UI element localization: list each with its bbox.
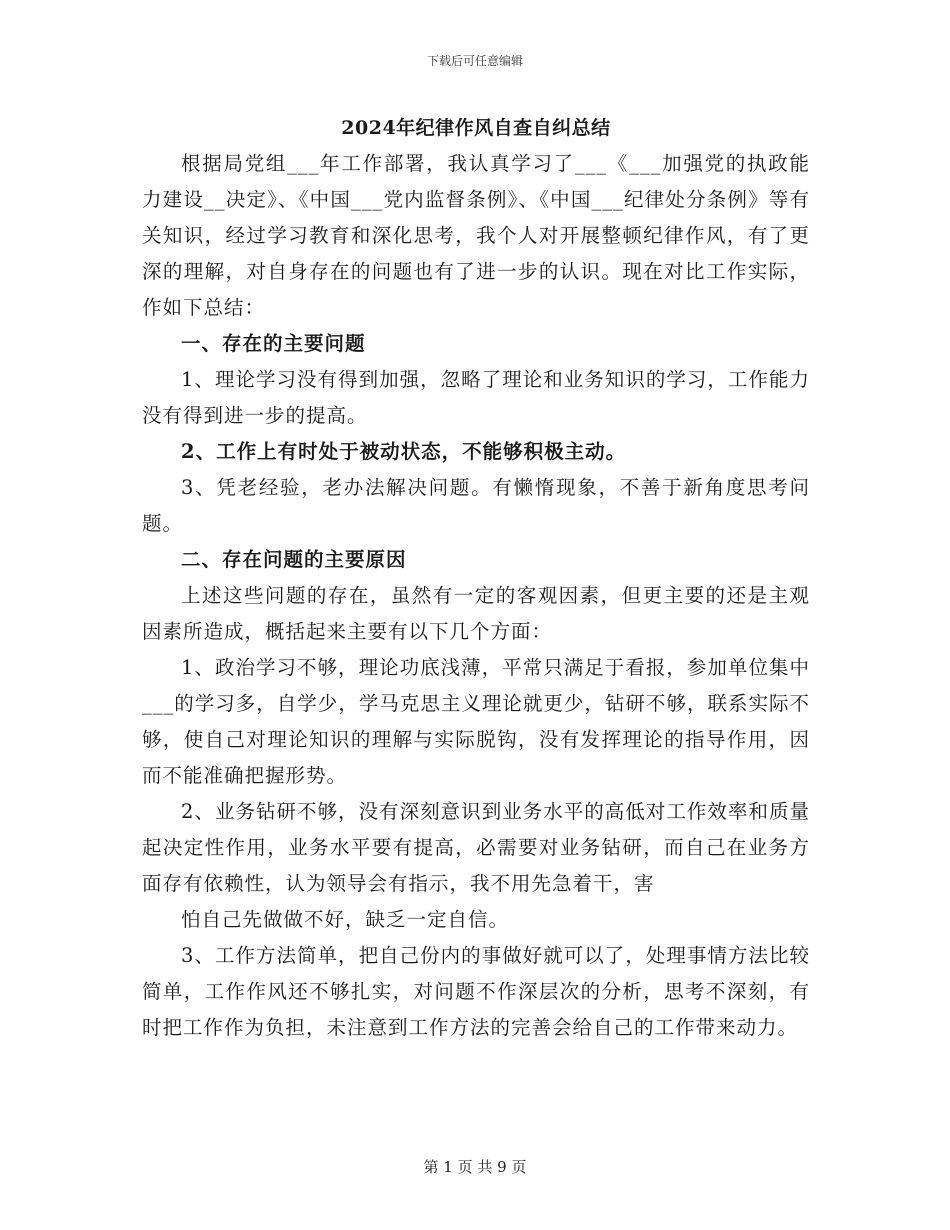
paragraph-problem-1: 1、理论学习没有得到加强，忽略了理论和业务知识的学习，工作能力没有得到进一步的提高。	[142, 368, 810, 427]
section-heading-causes: 二、存在问题的主要原因	[181, 548, 407, 571]
paragraph-problem-3: 3、凭老经验，老办法解决问题。有懒惰现象，不善于新角度思考问题。	[142, 476, 810, 535]
page-header-note: 下载后可任意编辑	[426, 54, 523, 68]
paragraph-problem-2: 2、工作上有时处于被动状态，不能够积极主动。	[181, 440, 627, 463]
paragraph-cause-3: 3、工作方法简单，把自己份内的事做好就可以了，处理事情方法比较简单，工作作风还不够扎实，对问题不作深层次的分析，思考不深刻，有时把工作作为负担，未注意到工作方法的完善会给自己的工作带来动力。	[142, 944, 810, 1039]
paragraph-intro: 根据局党组___年工作部署，我认真学习了___《___加强党的执政能力建设__决定》、《中国___党内监督条例》、《中国___纪律处分条例》等有关知识，经过学习教育和深化思考，我个人对开展整顿纪律作风，有了更深的理解，对自身存在的问题也有了进一步的认识。现在对比工作实际，作如下总结：	[142, 152, 810, 319]
paragraph-causes-intro: 上述这些问题的存在，虽然有一定的客观因素，但更主要的还是主观因素所造成，概括起来主要有以下几个方面：	[142, 584, 810, 643]
paragraph-cause-2-continued: 怕自己先做做不好，缺乏一定自信。	[181, 908, 510, 931]
page-footer-number: 第 1 页 共 9 页	[423, 1158, 527, 1176]
section-heading-problems: 一、存在的主要问题	[181, 332, 366, 355]
paragraph-cause-1: 1、政治学习不够，理论功底浅薄，平常只满足于看报，参加单位集中___的学习多，自学少，学马克思主义理论就更少，钻研不够，联系实际不够，使自己对理论知识的理解与实际脱钩，没有发挥理论的指导作用，因而不能准确把握形势。	[142, 656, 810, 787]
paragraph-cause-2: 2、业务钻研不够，没有深刻意识到业务水平的高低对工作效率和质量起决定性作用，业务水平要有提高，必需要对业务钻研，而自己在业务方面存有依赖性，认为领导会有指示，我不用先急着干，害	[142, 800, 810, 895]
document-body	[142, 110, 810, 1046]
document-title: 2024年纪律作风自查自纠总结	[341, 117, 611, 139]
